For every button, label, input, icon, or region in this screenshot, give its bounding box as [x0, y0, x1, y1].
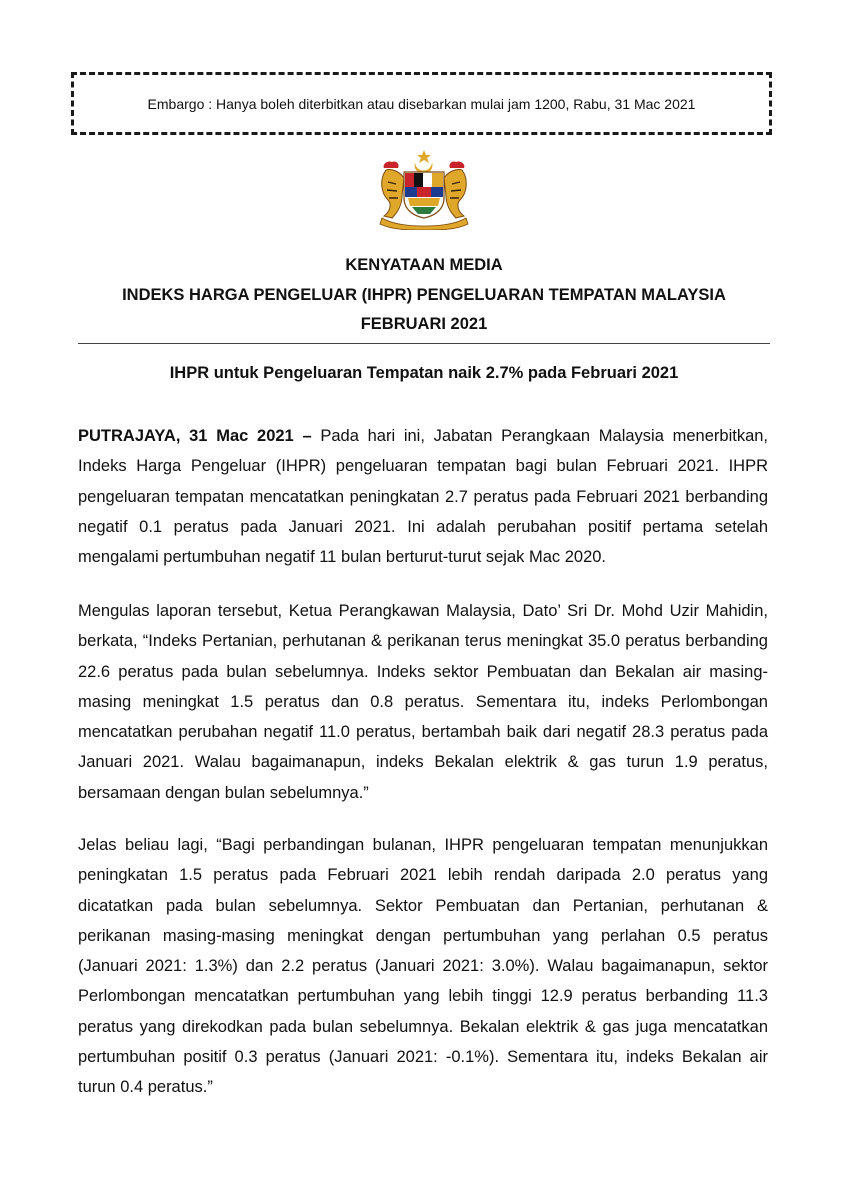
headline: IHPR untuk Pengeluaran Tempatan naik 2.7% pada Februari 2021 [169, 364, 679, 382]
embargo-box [71, 72, 772, 135]
coat-of-arms-icon [372, 148, 476, 230]
paragraph-3: Jelas beliau lagi, “Bagi perbandingan bulanan, IHPR pengeluaran tempatan menunjukkan peningkatan 1.5 peratus pada Februari 2021 lebih rendah daripada 2.0 peratus yang dicatatkan pada bulan sebelumnya. Sektor Pembuatan dan Pertanian, perhutanan & perikanan masing-masing meningkat dengan pertumbuhan yang perlahan 0.5 peratus (Januari 2021: 1.3%) dan 2.2 peratus (Januari 2021: 3.0%). Walau bagaimanapun, sektor Perlombongan mencatatkan pertumbuhan yang lebih tinggi 12.9 peratus berbanding 11.3 peratus yang direkodkan pada bulan sebelumnya. Bekalan elektrik & gas juga mencatatkan pertumbuhan positif 0.3 peratus (Januari 2021: -0.1%). Sementara itu, indeks Bekalan air turun 0.4 peratus.” [78, 836, 768, 1097]
header-divider [78, 343, 770, 344]
header-title: INDEKS HARGA PENGELUAR (IHPR) PENGELUARAN TEMPATAN MALAYSIA [122, 286, 726, 304]
paragraph-2: Mengulas laporan tersebut, Ketua Perangkawan Malaysia, Dato’ Sri Dr. Mohd Uzir Mahidin, berkata, “Indeks Pertanian, perhutanan & perikanan terus meningkat 35.0 peratus berbanding 22.6 peratus pada bulan sebelumnya. Indeks sektor Pembuatan dan Bekalan air masing-masing meningkat 1.5 peratus dan 0.8 peratus. Sementara itu, indeks Perlombongan mencatatkan perubahan negatif 11.0 peratus, bertambah baik dari negatif 28.3 peratus pada Januari 2021. Walau bagaimanapun, indeks Bekalan elektrik & gas turun 1.9 peratus, bersamaan dengan bulan sebelumnya.” [78, 602, 768, 802]
header-period: FEBRUARI 2021 [360, 315, 488, 333]
embargo-notice: Embargo : Hanya boleh diterbitkan atau disebarkan mulai jam 1200, Rabu, 31 Mac 2021 [147, 96, 696, 112]
paragraph-1-body: Pada hari ini, Jabatan Perangkaan Malaysia menerbitkan, Indeks Harga Pengeluar (IHPR) pengeluaran tempatan bagi bulan Februari 2021. IHPR pengeluaran tempatan mencatatkan peningkatan 2.7 peratus pada Februari 2021 berbanding negatif 0.1 peratus pada Januari 2021. Ini adalah perubahan positif pertama setelah mengalami pertumbuhan negatif 11 bulan berturut-turut sejak Mac 2020. [78, 427, 769, 567]
header-media-statement: KENYATAAN MEDIA [345, 256, 503, 274]
paragraph-1 [78, 421, 768, 572]
dateline: PUTRAJAYA, 31 Mac 2021 – [78, 427, 312, 445]
